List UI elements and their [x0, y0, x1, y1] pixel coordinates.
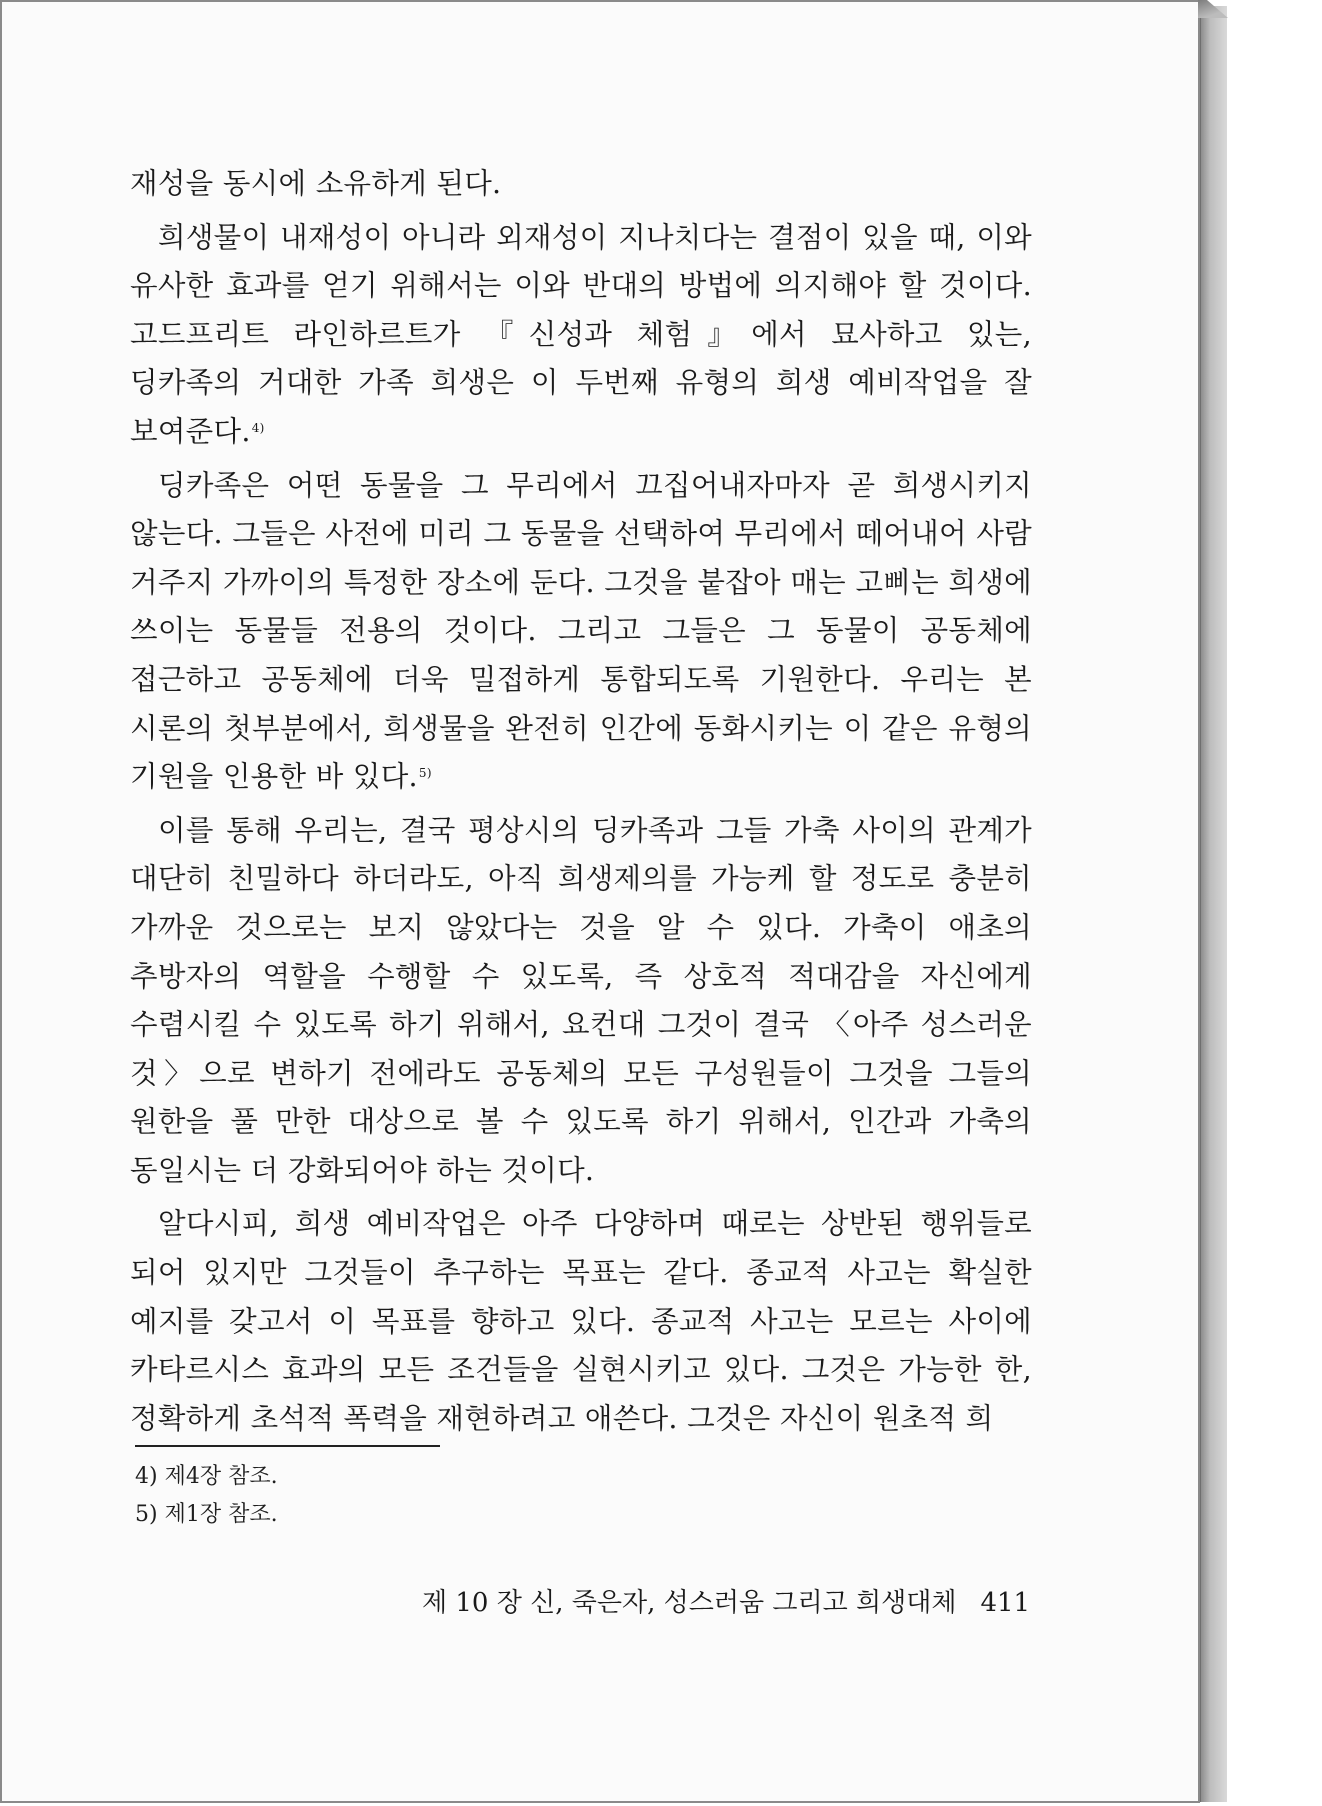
page-number: 411: [980, 1588, 1031, 1618]
paragraph-3-text: 딩카족은 어떤 동물을 그 무리에서 끄집어내자마자 곧 희생시키지 않는다. 그들은 사전에 미리 그 동물을 선택하여 무리에서 떼어내어 사람 거주지 가까이의 특정한 장소에 둔다. 그것을 붙잡아 매는 고삐는 희생에 쓰이는 동물들 전용의 것이다. 그리고 그들은 그 동물이 공동체에 접근하고 공동체에 더욱 밀접하게 통합되도록 기원한다. 우리는 본 시론의 첫부분에서, 희생물을 완전히 인간에 동화시키는 이 같은 유형의 기원을 인용한 바 있다.: [130, 468, 1032, 794]
paragraph-2: [130, 214, 1032, 457]
body-text: [130, 160, 1032, 1443]
footnote-5: 5) 제1장 참조.: [135, 1502, 278, 1527]
footnote-ref-5: 5): [418, 766, 432, 781]
footnote-4: 4) 제4장 참조.: [135, 1464, 278, 1489]
running-head: 제 10 장 신, 죽은자, 성스러움 그리고 희생대체: [422, 1588, 957, 1618]
page-stack-edge: [1200, 6, 1227, 1802]
paragraph-2-text: 희생물이 내재성이 아니라 외재성이 지나치다는 결점이 있을 때, 이와 유사한 효과를 얻기 위해서는 이와 반대의 방법에 의지해야 할 것이다. 고드프리트 라인하르트가 『신성과 체험』에서 묘사하고 있는, 딩카족의 거대한 가족 희생은 이 두번째 유형의 희생 예비작업을 잘 보여준다.: [130, 220, 1032, 448]
footnote-ref-4: 4): [251, 420, 265, 435]
paragraph-1: 재성을 동시에 소유하게 된다.: [130, 167, 502, 200]
paragraph-5: 알다시피, 희생 예비작업은 아주 다양하며 때로는 상반된 행위들로 되어 있지만 그것들이 추구하는 목표는 같다. 종교적 사고는 확실한 예지를 갖고서 이 목표를 향하고 있다. 종교적 사고는 모르는 사이에 카타르시스 효과의 모든 조건들을 실현시키고 있다. 그것은 가능한 한, 정확하게 초석적 폭력을 재현하려고 애쓴다. 그것은 자신이 원초적 희: [130, 1207, 1032, 1435]
paragraph-3: [130, 462, 1032, 802]
footnotes: [135, 1458, 278, 1534]
footnote-divider: [135, 1445, 440, 1447]
running-footer: [422, 1582, 1030, 1619]
paragraph-4: 이를 통해 우리는, 결국 평상시의 딩카족과 그들 가축 사이의 관계가 대단히 친밀하다 하더라도, 아직 희생제의를 가능케 할 정도로 충분히 가까운 것으로는 보지 않았다는 것을 알 수 있다. 가축이 애초의 추방자의 역할을 수행할 수 있도록, 즉 상호적 적대감을 자신에게 수렴시킬 수 있도록 하기 위해서, 요컨대 그것이 결국 〈아주 성스러운 것〉으로 변하기 전에라도 공동체의 모든 구성원들이 그것을 그들의 원한을 풀 만한 대상으로 볼 수 있도록 하기 위해서, 인간과 가축의 동일시는 더 강화되어야 하는 것이다.: [130, 813, 1032, 1187]
